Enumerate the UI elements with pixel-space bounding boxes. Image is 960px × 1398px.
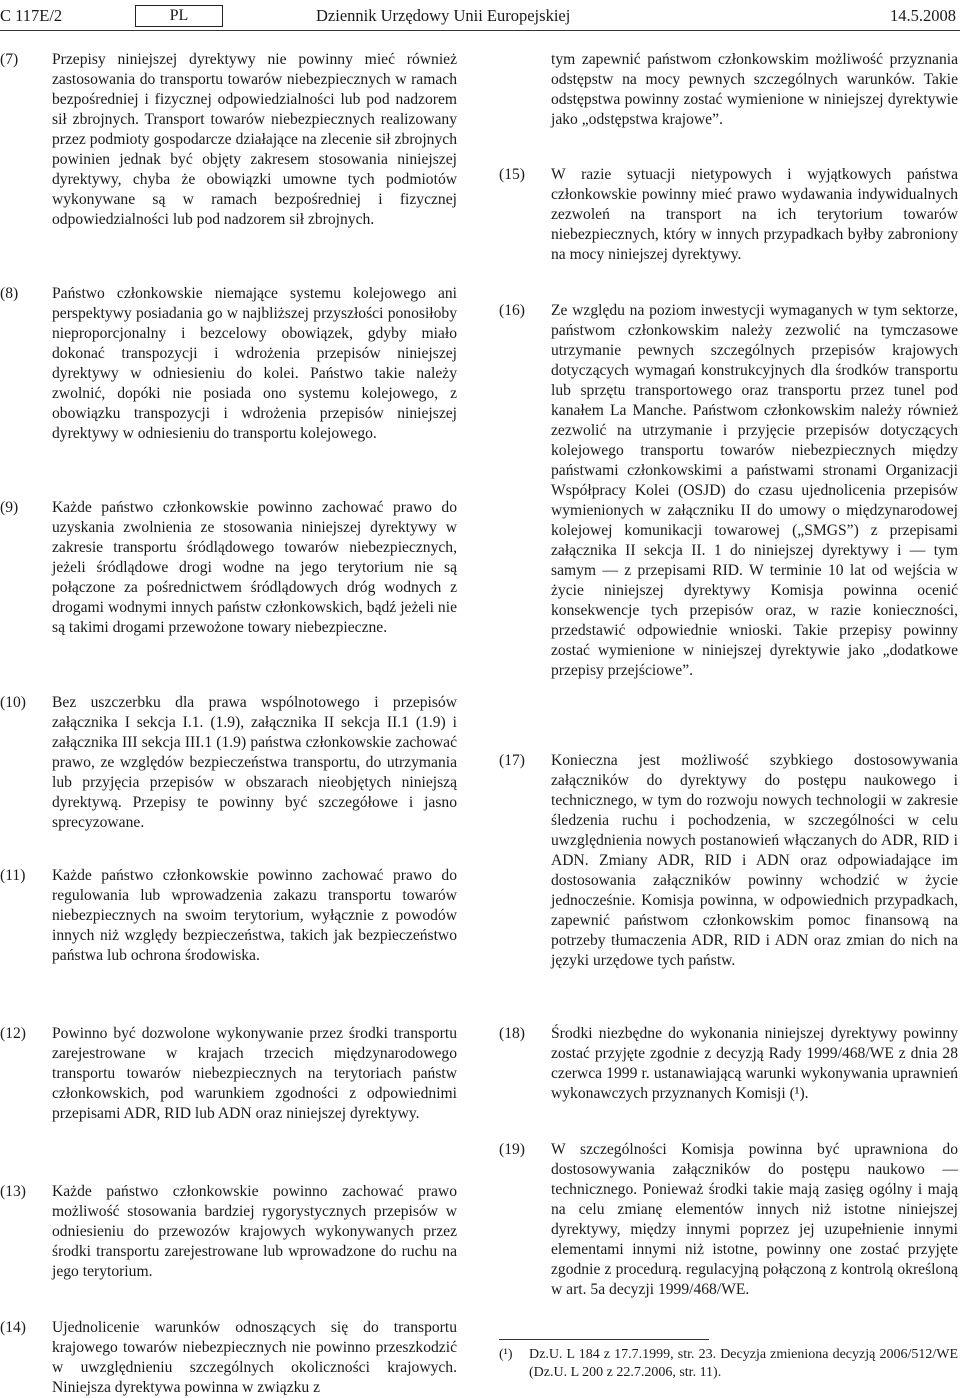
footnote-text: Dz.U. L 184 z 17.7.1999, str. 23. Decyzja zmieniona decyzją 2006/512/WE (Dz.U. L 200 z 22.7.2006, str. 11). (529, 1347, 958, 1380)
recital-text: Konieczna jest możliwość szybkiego dostosowywania załączników do dyrektywy do postępu naukowego i technicznego, w tym do rozwoju nowych technologii w zakresie śledzenia ruchu i pochodzenia, w szczególności w celu uwzględnienia nowych postanowień włączanych do ADR, RID i ADN. Zmiany ADR, RID i ADN oraz odpowiadające im dostosowania załączników powinny wchodzić w życie jednocześnie. Komisja powinna, w odpowiednich przypadkach, zapewnić państwom członkowskim pomoc finansową na potrzeby tłumaczenia ADR, RID i ADN oraz zmian do nich na języki urzędowe tych państw. (551, 752, 958, 969)
recital-number: (9) (0, 499, 19, 516)
footnote-marker: (¹) (499, 1347, 513, 1362)
recital-text: Każde państwo członkowskie powinno zachować prawo do regulowania lub wprowadzenia zakazu transportu towarów niebezpiecznych na swoim terytorium, wyłącznie z powodów innych niż względy bezpieczeństwa, takich jak bezpieczeństwo państwa lub ochrona środowiska. (52, 867, 457, 964)
recital-text: Każde państwo członkowskie powinno zachować prawo do uzyskania zwolnienia ze stosowania niniejszej dyrektywy w zakresie transportu śródlądowego towarów niebezpiecznych, jeżeli śródlądowe drogi wodne na jego terytorium nie są połączone za pośrednictwem śródlądowych dróg wodnych z drogami wodnymi innych państw członkowskich, bądź jeżeli nie są takimi drogami przewożone towary niebezpieczne. (52, 499, 457, 636)
recital-number: (16) (499, 302, 525, 319)
recital-number: (12) (0, 1025, 26, 1042)
publication-date: 14.5.2008 (890, 6, 956, 25)
journal-reference: C 117E/2 (0, 6, 63, 25)
recital-text: tym zapewnić państwom członkowskim możliwość przyznania odstępstw na mocy pewnych szczególnych warunków. Takie odstępstwa powinny zostać wymienione w niniejszej dyrektywie jako „odstępstwa krajowe”. (551, 51, 958, 128)
journal-title: Dziennik Urzędowy Unii Europejskiej (316, 6, 571, 25)
recital-text: Państwo członkowskie niemające systemu kolejowego ani perspektywy posiadania go w najbliższej przyszłości ponosiłoby nieproporcjonalny i bezcelowy obowiązek, gdyby miało dokonać transpozycji i wdrożenia przepisów niniejszej dyrektywy w odniesieniu do kolei. Państwo takie należy zwolnić, dopóki nie posiada ono systemu kolejowego, z obowiązku transpozycji i wdrożenia przepisów niniejszej dyrektywy w odniesieniu do transportu kolejowego. (52, 285, 457, 442)
recital-number: (14) (0, 1319, 26, 1336)
recital-number: (7) (0, 51, 19, 68)
recital-text: W razie sytuacji nietypowych i wyjątkowych państwa członkowskie powinny mieć prawo wydawania indywidualnych zezwoleń na transport na ich terytorium towarów niebezpiecznych, który w innych przypadkach byłby zabroniony na mocy niniejszej dyrektywy. (551, 166, 958, 263)
recital-number: (15) (499, 166, 525, 183)
recital-number: (18) (499, 1025, 525, 1042)
recital-text: W szczególności Komisja powinna być uprawniona do dostosowywania załączników do postępu naukowo — technicznego. Ponieważ środki takie mają zasięg ogólny i mają na celu zmianę elementów innych niż istotne niniejszej dyrektywy, między innymi poprzez jej uzupełnienie innymi elementami innymi niż istotne, powinny one zostać przyjęte zgodnie z procedurą. regulacyjną połączoną z kontrolą określoną w art. 5a decyzji 1999/468/WE. (551, 1141, 958, 1298)
header-divider (0, 30, 960, 31)
recital-number: (11) (0, 867, 26, 884)
recital-text: Przepisy niniejszej dyrektywy nie powinny mieć również zastosowania do transportu towarów niebezpiecznych w ramach bezpośredniej i fizycznej odpowiedzialności lub pod nadzorem sił zbrojnych. Transport towarów niebezpiecznych realizowany przez podmioty gospodarcze działające na zlecenie sił zbrojnych powinien jednak być objęty zakresem stosowania niniejszej dyrektywy, chyba że obowiązki umowne tych podmiotów wykonywane są w ramach bezpośredniej i fizycznej odpowiedzialności lub pod nadzorem sił zbrojnych. (52, 51, 457, 228)
recital-text: Powinno być dozwolone wykonywanie przez środki transportu zarejestrowane w krajach trzecich międzynarodowego transportu towarów niebezpiecznych na terytoriach państw członkowskich, pod warunkiem zgodności z odpowiednimi przepisami ADR, RID lub ADN oraz niniejszej dyrektywy. (52, 1025, 457, 1122)
recital-number: (10) (0, 694, 26, 711)
recital-number: (17) (499, 752, 525, 769)
recital-text: Bez uszczerbku dla prawa wspólnotowego i przepisów załącznika I sekcja I.1. (1.9), załącznika II sekcja II.1 (1.9) i załącznika III sekcja III.1 (1.9) państwa członkowskie zachować prawo, ze względów bezpieczeństwa transportu, do utrzymania lub przyjęcia przepisów w obszarach nieobjętych niniejszą dyrektywą. Przepisy te powinny być szczegółowe i jasno sprecyzowane. (52, 694, 457, 831)
recital-text: Ujednolicenie warunków odnoszących się do transportu krajowego towarów niebezpiecznych nie powinno przeszkodzić w uwzględnieniu szczególnych okoliczności krajowych. Niniejsza dyrektywa powinna w związku z (52, 1319, 457, 1396)
recital-text: Ze względu na poziom inwestycji wymaganych w tym sektorze, państwom członkowskim należy zezwolić na tymczasowe utrzymanie pewnych szczególnych przepisów krajowych dotyczących wymagań konstrukcyjnych dla środków transportu lub sprzętu transportowego oraz transportu przez tunel pod kanałem La Manche. Państwom członkowskim należy również zezwolić na utrzymanie i przyjęcie przepisów dotyczących kolejowego transportu towarów niebezpiecznych między państwami członkowskimi a państwami stronami Organizacji Współpracy Kolei (OSJD) do czasu ujednolicenia przepisów wymienionych w załączniku II do umowy o międzynarodowej kolejowej komunikacji towarowej („SMGS”) z przepisami załącznika II sekcja II. 1 do niniejszej dyrektywy i — tym samym — z przepisami RID. W terminie 10 lat od wejścia w życie niniejszej dyrektywy Komisja powinna ocenić konsekwencje tych przepisów oraz, w razie konieczności, przedstawić odpowiednie wnioski. Takie przepisy powinny zostać wymienione w niniejszej dyrektywie jako „dodatkowe przepisy przejściowe”. (551, 302, 958, 679)
footnote-divider (499, 1339, 709, 1340)
page-header (0, 6, 960, 28)
language-code-box: PL (135, 5, 223, 27)
recital-number: (8) (0, 285, 19, 302)
recital-number: (19) (499, 1141, 525, 1158)
recital-number: (13) (0, 1183, 26, 1200)
recital-text: Środki niezbędne do wykonania niniejszej dyrektywy powinny zostać przyjęte zgodnie z decyzją Rady 1999/468/WE z dnia 28 czerwca 1999 r. ustanawiającą warunki wykonywania uprawnień wykonawczych przyznanych Komisji (¹). (551, 1025, 958, 1102)
recital-text: Każde państwo członkowskie powinno zachować prawo możliwość stosowania bardziej rygorystycznych przepisów w odniesieniu do przewozów krajowych wykonywanych przez środki transportu zarejestrowane lub wprowadzone do ruchu na jego terytorium. (52, 1183, 457, 1280)
